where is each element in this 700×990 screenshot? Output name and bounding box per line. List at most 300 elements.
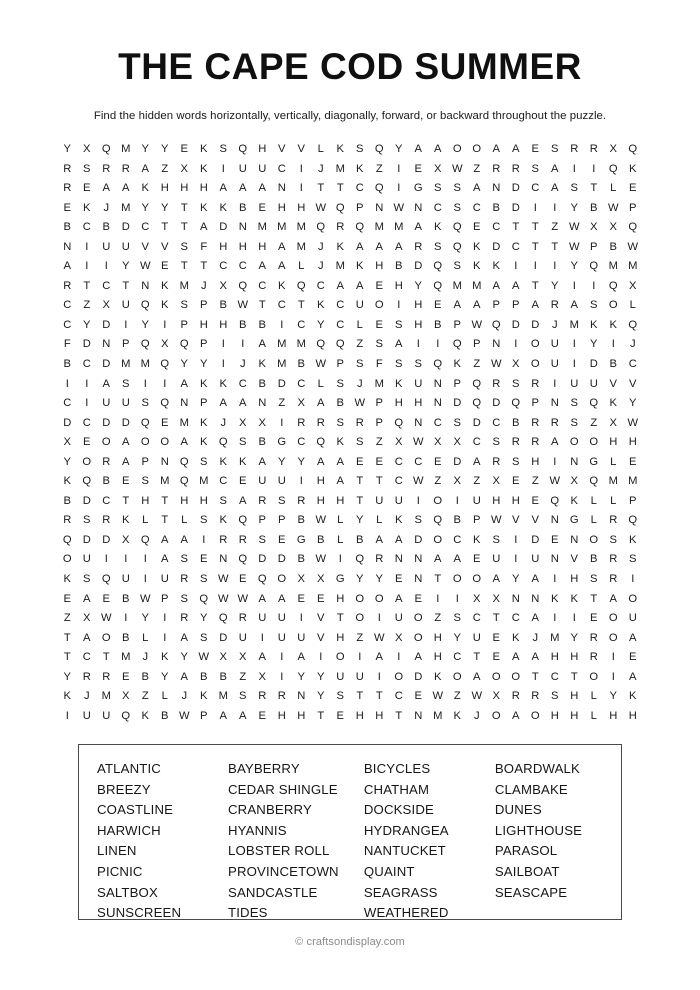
puzzle-cell[interactable]: B <box>63 358 71 371</box>
puzzle-cell[interactable]: A <box>512 143 520 155</box>
puzzle-cell[interactable]: R <box>531 436 540 449</box>
puzzle-cell[interactable]: R <box>589 143 598 155</box>
puzzle-cell[interactable]: M <box>335 162 345 175</box>
puzzle-cell[interactable]: E <box>629 455 637 468</box>
puzzle-cell[interactable]: Z <box>63 612 71 625</box>
puzzle-cell[interactable]: M <box>179 279 189 292</box>
puzzle-cell[interactable]: W <box>315 358 327 371</box>
puzzle-cell[interactable]: M <box>335 260 345 273</box>
puzzle-cell[interactable]: A <box>200 221 208 234</box>
puzzle-cell[interactable]: R <box>609 573 618 586</box>
puzzle-cell[interactable]: E <box>551 533 559 546</box>
puzzle-cell[interactable]: C <box>82 221 91 234</box>
puzzle-cell[interactable]: T <box>356 494 364 507</box>
puzzle-cell[interactable]: X <box>609 221 617 234</box>
puzzle-cell[interactable]: J <box>200 279 207 292</box>
puzzle-cell[interactable]: Y <box>83 318 91 331</box>
puzzle-cell[interactable]: A <box>258 592 266 605</box>
word-list-item[interactable]: SEAGRASS <box>363 884 438 900</box>
puzzle-cell[interactable]: U <box>570 377 579 390</box>
puzzle-cell[interactable]: Y <box>453 631 461 644</box>
puzzle-cell[interactable]: N <box>219 553 228 566</box>
puzzle-cell[interactable]: U <box>394 494 403 507</box>
puzzle-cell[interactable]: C <box>336 299 345 312</box>
puzzle-cell[interactable]: A <box>219 182 227 195</box>
puzzle-cell[interactable]: S <box>590 573 598 586</box>
puzzle-cell[interactable]: Q <box>472 397 482 410</box>
puzzle-cell[interactable]: I <box>163 612 167 625</box>
puzzle-cell[interactable]: S <box>492 533 500 546</box>
puzzle-cell[interactable]: M <box>296 240 306 253</box>
puzzle-cell[interactable]: I <box>104 553 108 566</box>
puzzle-cell[interactable]: P <box>453 377 461 390</box>
puzzle-cell[interactable]: H <box>375 709 384 722</box>
word-list-item[interactable]: ATLANTIC <box>97 761 161 776</box>
puzzle-cell[interactable]: P <box>492 299 500 312</box>
puzzle-cell[interactable]: R <box>375 553 384 566</box>
puzzle-cell[interactable]: S <box>395 318 403 331</box>
puzzle-cell[interactable]: H <box>609 436 618 449</box>
puzzle-cell[interactable]: S <box>200 631 208 644</box>
puzzle-cell[interactable]: I <box>221 162 225 175</box>
puzzle-cell[interactable]: A <box>258 338 266 351</box>
puzzle-cell[interactable]: U <box>355 670 364 683</box>
puzzle-cell[interactable]: R <box>63 162 72 175</box>
puzzle-cell[interactable]: U <box>277 612 286 625</box>
puzzle-cell[interactable]: L <box>356 318 363 331</box>
puzzle-cell[interactable]: C <box>141 221 150 234</box>
puzzle-cell[interactable]: E <box>180 143 188 155</box>
puzzle-cell[interactable]: O <box>433 494 443 507</box>
puzzle-cell[interactable]: L <box>161 690 168 703</box>
puzzle-cell[interactable]: C <box>472 436 481 449</box>
puzzle-cell[interactable]: S <box>492 436 500 449</box>
puzzle-cell[interactable]: Q <box>140 299 150 312</box>
puzzle-cell[interactable]: K <box>219 201 227 214</box>
puzzle-cell[interactable]: L <box>610 494 617 507</box>
puzzle-cell[interactable]: P <box>531 397 539 410</box>
puzzle-grid[interactable] <box>58 140 643 726</box>
puzzle-cell[interactable]: Q <box>394 416 404 429</box>
puzzle-cell[interactable]: B <box>317 533 325 546</box>
puzzle-cell[interactable]: S <box>180 240 188 253</box>
puzzle-cell[interactable]: Y <box>141 201 149 214</box>
puzzle-cell[interactable]: M <box>628 260 638 273</box>
puzzle-cell[interactable]: W <box>471 690 483 703</box>
puzzle-cell[interactable]: A <box>512 279 520 292</box>
puzzle-cell[interactable]: S <box>219 494 227 507</box>
puzzle-cell[interactable]: D <box>531 533 540 546</box>
puzzle-cell[interactable]: Q <box>238 514 248 527</box>
puzzle-cell[interactable]: W <box>412 436 424 449</box>
puzzle-cell[interactable]: Q <box>257 573 267 586</box>
puzzle-cell[interactable]: L <box>376 514 383 527</box>
puzzle-cell[interactable]: B <box>512 416 520 429</box>
puzzle-cell[interactable]: X <box>161 338 169 351</box>
puzzle-cell[interactable]: P <box>375 397 383 410</box>
puzzle-cell[interactable]: H <box>199 318 208 331</box>
puzzle-cell[interactable]: H <box>414 318 423 331</box>
puzzle-cell[interactable]: H <box>414 299 423 312</box>
puzzle-cell[interactable]: S <box>453 612 461 625</box>
puzzle-cell[interactable]: U <box>277 631 286 644</box>
puzzle-cell[interactable]: Z <box>434 612 442 625</box>
puzzle-cell[interactable]: N <box>297 690 306 703</box>
puzzle-cell[interactable]: L <box>317 143 324 155</box>
puzzle-cell[interactable]: C <box>277 162 286 175</box>
puzzle-cell[interactable]: R <box>277 690 286 703</box>
puzzle-cell[interactable]: O <box>472 143 482 155</box>
puzzle-cell[interactable]: H <box>297 201 306 214</box>
puzzle-cell[interactable]: W <box>627 240 639 253</box>
puzzle-cell[interactable]: K <box>453 358 461 371</box>
word-list-item[interactable]: CRANBERRY <box>228 802 312 818</box>
puzzle-cell[interactable]: F <box>63 338 71 351</box>
puzzle-cell[interactable]: Y <box>395 143 403 155</box>
puzzle-cell[interactable]: O <box>491 670 501 683</box>
puzzle-cell[interactable]: U <box>492 553 501 566</box>
puzzle-cell[interactable]: V <box>317 612 325 625</box>
puzzle-cell[interactable]: W <box>139 592 151 605</box>
puzzle-cell[interactable]: M <box>550 631 560 644</box>
puzzle-cell[interactable]: N <box>414 709 423 722</box>
puzzle-cell[interactable]: L <box>298 260 305 273</box>
puzzle-cell[interactable]: M <box>101 690 111 703</box>
puzzle-cell[interactable]: R <box>238 612 247 625</box>
puzzle-cell[interactable]: U <box>628 612 637 625</box>
puzzle-cell[interactable]: Q <box>140 338 150 351</box>
word-list-item[interactable]: NANTUCKET <box>363 843 446 859</box>
puzzle-cell[interactable]: R <box>180 573 189 586</box>
puzzle-cell[interactable]: A <box>473 670 481 683</box>
puzzle-cell[interactable]: K <box>141 182 149 195</box>
puzzle-cell[interactable]: A <box>531 612 539 625</box>
puzzle-cell[interactable]: B <box>102 475 110 488</box>
puzzle-cell[interactable]: M <box>296 221 306 234</box>
word-list-item[interactable]: BICYCLES <box>363 761 431 776</box>
puzzle-cell[interactable]: I <box>455 592 459 605</box>
puzzle-cell[interactable]: B <box>102 221 110 234</box>
puzzle-cell[interactable]: U <box>238 631 247 644</box>
puzzle-cell[interactable]: E <box>414 162 422 175</box>
puzzle-cell[interactable]: A <box>336 455 344 468</box>
puzzle-cell[interactable]: Y <box>356 514 364 527</box>
puzzle-cell[interactable]: Z <box>239 670 247 683</box>
puzzle-cell[interactable]: K <box>219 514 227 527</box>
puzzle-cell[interactable]: A <box>629 670 637 683</box>
puzzle-cell[interactable]: I <box>299 612 303 625</box>
puzzle-cell[interactable]: I <box>572 612 576 625</box>
puzzle-cell[interactable]: A <box>492 573 500 586</box>
puzzle-cell[interactable]: T <box>434 573 442 586</box>
puzzle-cell[interactable]: O <box>374 299 384 312</box>
puzzle-cell[interactable]: I <box>611 670 615 683</box>
puzzle-cell[interactable]: I <box>377 612 381 625</box>
puzzle-cell[interactable]: E <box>102 592 110 605</box>
puzzle-cell[interactable]: M <box>608 475 618 488</box>
puzzle-cell[interactable]: C <box>63 299 72 312</box>
puzzle-cell[interactable]: A <box>531 299 539 312</box>
puzzle-cell[interactable]: A <box>297 651 305 664</box>
puzzle-cell[interactable]: A <box>356 240 364 253</box>
puzzle-cell[interactable]: S <box>531 162 539 175</box>
puzzle-cell[interactable]: Y <box>200 358 208 371</box>
puzzle-cell[interactable]: A <box>453 553 461 566</box>
puzzle-cell[interactable]: H <box>570 651 579 664</box>
puzzle-cell[interactable]: C <box>102 279 111 292</box>
puzzle-cell[interactable]: S <box>278 494 286 507</box>
puzzle-cell[interactable]: B <box>297 514 305 527</box>
puzzle-cell[interactable]: R <box>492 377 501 390</box>
puzzle-cell[interactable]: N <box>414 573 423 586</box>
puzzle-cell[interactable]: I <box>436 338 440 351</box>
puzzle-cell[interactable]: B <box>258 377 266 390</box>
puzzle-cell[interactable]: Y <box>551 279 559 292</box>
puzzle-cell[interactable]: I <box>553 201 557 214</box>
puzzle-cell[interactable]: S <box>141 475 149 488</box>
puzzle-cell[interactable]: I <box>514 338 518 351</box>
puzzle-cell[interactable]: Y <box>570 260 578 273</box>
puzzle-cell[interactable]: K <box>161 279 169 292</box>
puzzle-cell[interactable]: A <box>492 279 500 292</box>
puzzle-cell[interactable]: Y <box>356 573 364 586</box>
puzzle-cell[interactable]: B <box>219 670 227 683</box>
puzzle-cell[interactable]: S <box>453 182 461 195</box>
puzzle-cell[interactable]: P <box>161 592 169 605</box>
puzzle-cell[interactable]: B <box>239 201 247 214</box>
puzzle-cell[interactable]: S <box>414 358 422 371</box>
puzzle-cell[interactable]: R <box>609 514 618 527</box>
puzzle-cell[interactable]: O <box>491 709 501 722</box>
puzzle-cell[interactable]: C <box>336 318 345 331</box>
puzzle-cell[interactable]: K <box>63 573 71 586</box>
puzzle-cell[interactable]: I <box>553 377 557 390</box>
puzzle-cell[interactable]: K <box>200 436 208 449</box>
puzzle-cell[interactable]: B <box>609 240 617 253</box>
puzzle-cell[interactable]: S <box>453 416 461 429</box>
puzzle-cell[interactable]: A <box>453 299 461 312</box>
puzzle-cell[interactable]: A <box>83 631 91 644</box>
puzzle-cell[interactable]: I <box>280 318 284 331</box>
puzzle-cell[interactable]: Q <box>589 397 599 410</box>
puzzle-cell[interactable]: Y <box>200 612 208 625</box>
puzzle-cell[interactable]: M <box>374 221 384 234</box>
puzzle-cell[interactable]: H <box>219 318 228 331</box>
puzzle-cell[interactable]: P <box>278 514 286 527</box>
puzzle-cell[interactable]: E <box>512 475 520 488</box>
puzzle-cell[interactable]: C <box>531 182 540 195</box>
puzzle-cell[interactable]: X <box>492 475 500 488</box>
puzzle-cell[interactable]: J <box>317 240 324 253</box>
puzzle-cell[interactable]: L <box>590 709 597 722</box>
puzzle-cell[interactable]: T <box>375 475 383 488</box>
word-list-item[interactable]: DOCKSIDE <box>363 802 434 818</box>
puzzle-cell[interactable]: Y <box>317 670 325 683</box>
puzzle-cell[interactable]: C <box>297 318 306 331</box>
puzzle-cell[interactable]: I <box>514 260 518 273</box>
puzzle-cell[interactable]: I <box>416 338 420 351</box>
puzzle-cell[interactable]: A <box>629 631 637 644</box>
puzzle-cell[interactable]: J <box>239 358 246 371</box>
puzzle-cell[interactable]: R <box>180 612 189 625</box>
puzzle-cell[interactable]: N <box>414 553 423 566</box>
puzzle-cell[interactable]: Y <box>609 690 617 703</box>
puzzle-cell[interactable]: A <box>395 592 403 605</box>
puzzle-cell[interactable]: H <box>160 182 169 195</box>
puzzle-cell[interactable]: U <box>160 573 169 586</box>
puzzle-cell[interactable]: A <box>356 279 364 292</box>
puzzle-cell[interactable]: D <box>82 533 91 546</box>
puzzle-cell[interactable]: Q <box>238 553 248 566</box>
puzzle-cell[interactable]: S <box>570 397 578 410</box>
puzzle-cell[interactable]: I <box>572 162 576 175</box>
puzzle-cell[interactable]: N <box>238 221 247 234</box>
puzzle-cell[interactable]: E <box>414 690 422 703</box>
puzzle-cell[interactable]: M <box>121 651 131 664</box>
puzzle-cell[interactable]: I <box>299 475 303 488</box>
puzzle-cell[interactable]: Q <box>335 338 345 351</box>
word-list-item[interactable]: HYANNIS <box>228 822 287 838</box>
puzzle-cell[interactable]: A <box>395 338 403 351</box>
puzzle-cell[interactable]: C <box>453 651 462 664</box>
puzzle-cell[interactable]: S <box>375 338 383 351</box>
puzzle-cell[interactable]: B <box>258 318 266 331</box>
puzzle-cell[interactable]: Z <box>473 475 481 488</box>
puzzle-cell[interactable]: A <box>414 651 422 664</box>
puzzle-cell[interactable]: U <box>102 240 111 253</box>
puzzle-cell[interactable]: M <box>608 260 618 273</box>
puzzle-cell[interactable]: I <box>85 240 89 253</box>
puzzle-cell[interactable]: N <box>375 201 384 214</box>
puzzle-cell[interactable]: V <box>161 240 169 253</box>
puzzle-cell[interactable]: B <box>239 318 247 331</box>
word-list-item[interactable]: HARWICH <box>97 822 161 838</box>
puzzle-cell[interactable]: Q <box>121 709 131 722</box>
puzzle-cell[interactable]: K <box>336 240 344 253</box>
puzzle-cell[interactable]: H <box>355 709 364 722</box>
puzzle-cell[interactable]: N <box>141 279 150 292</box>
puzzle-cell[interactable]: Z <box>356 631 364 644</box>
puzzle-cell[interactable]: S <box>336 416 344 429</box>
puzzle-cell[interactable]: T <box>531 221 539 234</box>
puzzle-cell[interactable]: R <box>589 651 598 664</box>
puzzle-cell[interactable]: H <box>570 573 579 586</box>
puzzle-cell[interactable]: R <box>511 436 520 449</box>
puzzle-cell[interactable]: C <box>394 475 403 488</box>
puzzle-cell[interactable]: A <box>473 299 481 312</box>
puzzle-cell[interactable]: A <box>551 436 559 449</box>
puzzle-cell[interactable]: T <box>531 670 539 683</box>
puzzle-cell[interactable]: S <box>356 436 364 449</box>
puzzle-cell[interactable]: T <box>161 221 169 234</box>
puzzle-cell[interactable]: H <box>531 455 540 468</box>
puzzle-cell[interactable]: K <box>434 221 442 234</box>
puzzle-cell[interactable]: A <box>551 182 559 195</box>
puzzle-cell[interactable]: A <box>531 573 539 586</box>
puzzle-cell[interactable]: D <box>121 416 130 429</box>
puzzle-cell[interactable]: E <box>531 143 539 155</box>
puzzle-cell[interactable]: Z <box>590 416 598 429</box>
puzzle-cell[interactable]: Y <box>317 690 325 703</box>
puzzle-cell[interactable]: S <box>512 455 520 468</box>
puzzle-cell[interactable]: R <box>258 494 267 507</box>
puzzle-cell[interactable]: O <box>608 299 618 312</box>
puzzle-cell[interactable]: Z <box>531 475 539 488</box>
puzzle-cell[interactable]: I <box>143 377 147 390</box>
puzzle-cell[interactable]: T <box>258 299 266 312</box>
puzzle-cell[interactable]: E <box>473 553 481 566</box>
word-list-item[interactable]: SUNSCREEN <box>97 905 182 921</box>
puzzle-cell[interactable]: Y <box>161 143 169 155</box>
puzzle-cell[interactable]: C <box>355 182 364 195</box>
puzzle-cell[interactable]: Q <box>238 279 248 292</box>
puzzle-cell[interactable]: X <box>317 573 325 586</box>
puzzle-cell[interactable]: S <box>83 514 91 527</box>
puzzle-cell[interactable]: E <box>434 455 442 468</box>
puzzle-cell[interactable]: X <box>609 416 617 429</box>
puzzle-cell[interactable]: N <box>258 397 267 410</box>
puzzle-cell[interactable]: D <box>102 533 111 546</box>
puzzle-cell[interactable]: R <box>297 416 306 429</box>
puzzle-cell[interactable]: I <box>514 553 518 566</box>
puzzle-cell[interactable]: Q <box>179 338 189 351</box>
puzzle-cell[interactable]: Q <box>82 475 92 488</box>
puzzle-cell[interactable]: W <box>471 318 483 331</box>
puzzle-cell[interactable]: U <box>550 338 559 351</box>
puzzle-cell[interactable]: I <box>553 612 557 625</box>
puzzle-cell[interactable]: S <box>551 690 559 703</box>
puzzle-cell[interactable]: I <box>85 377 89 390</box>
puzzle-cell[interactable]: S <box>453 201 461 214</box>
puzzle-cell[interactable]: H <box>297 709 306 722</box>
puzzle-cell[interactable]: S <box>434 240 442 253</box>
puzzle-cell[interactable]: C <box>219 475 228 488</box>
puzzle-cell[interactable]: O <box>628 592 638 605</box>
puzzle-cell[interactable]: T <box>356 475 364 488</box>
puzzle-cell[interactable]: R <box>355 416 364 429</box>
puzzle-cell[interactable]: I <box>533 201 537 214</box>
puzzle-cell[interactable]: D <box>453 397 462 410</box>
puzzle-cell[interactable]: X <box>83 612 91 625</box>
puzzle-cell[interactable]: G <box>413 182 423 195</box>
puzzle-cell[interactable]: A <box>83 592 91 605</box>
puzzle-cell[interactable]: P <box>453 318 461 331</box>
puzzle-cell[interactable]: N <box>433 377 442 390</box>
puzzle-cell[interactable]: E <box>473 221 481 234</box>
word-list-item[interactable]: CHATHAM <box>363 781 430 797</box>
puzzle-cell[interactable]: S <box>590 299 598 312</box>
puzzle-cell[interactable]: A <box>258 182 266 195</box>
puzzle-cell[interactable]: Q <box>433 514 443 527</box>
puzzle-cell[interactable]: K <box>473 240 481 253</box>
puzzle-cell[interactable]: I <box>163 377 167 390</box>
puzzle-cell[interactable]: Y <box>317 318 325 331</box>
puzzle-cell[interactable]: A <box>414 221 422 234</box>
puzzle-cell[interactable]: B <box>434 318 442 331</box>
puzzle-cell[interactable]: S <box>83 162 91 175</box>
puzzle-cell[interactable]: J <box>356 377 363 390</box>
puzzle-cell[interactable]: I <box>65 377 69 390</box>
puzzle-cell[interactable]: O <box>82 455 92 468</box>
puzzle-cell[interactable]: W <box>315 514 327 527</box>
puzzle-cell[interactable]: K <box>63 475 71 488</box>
puzzle-cell[interactable]: T <box>161 494 169 507</box>
puzzle-cell[interactable]: X <box>395 631 403 644</box>
puzzle-cell[interactable]: Y <box>63 670 71 683</box>
puzzle-cell[interactable]: I <box>611 338 615 351</box>
puzzle-cell[interactable]: E <box>629 182 637 195</box>
puzzle-cell[interactable]: K <box>512 631 520 644</box>
